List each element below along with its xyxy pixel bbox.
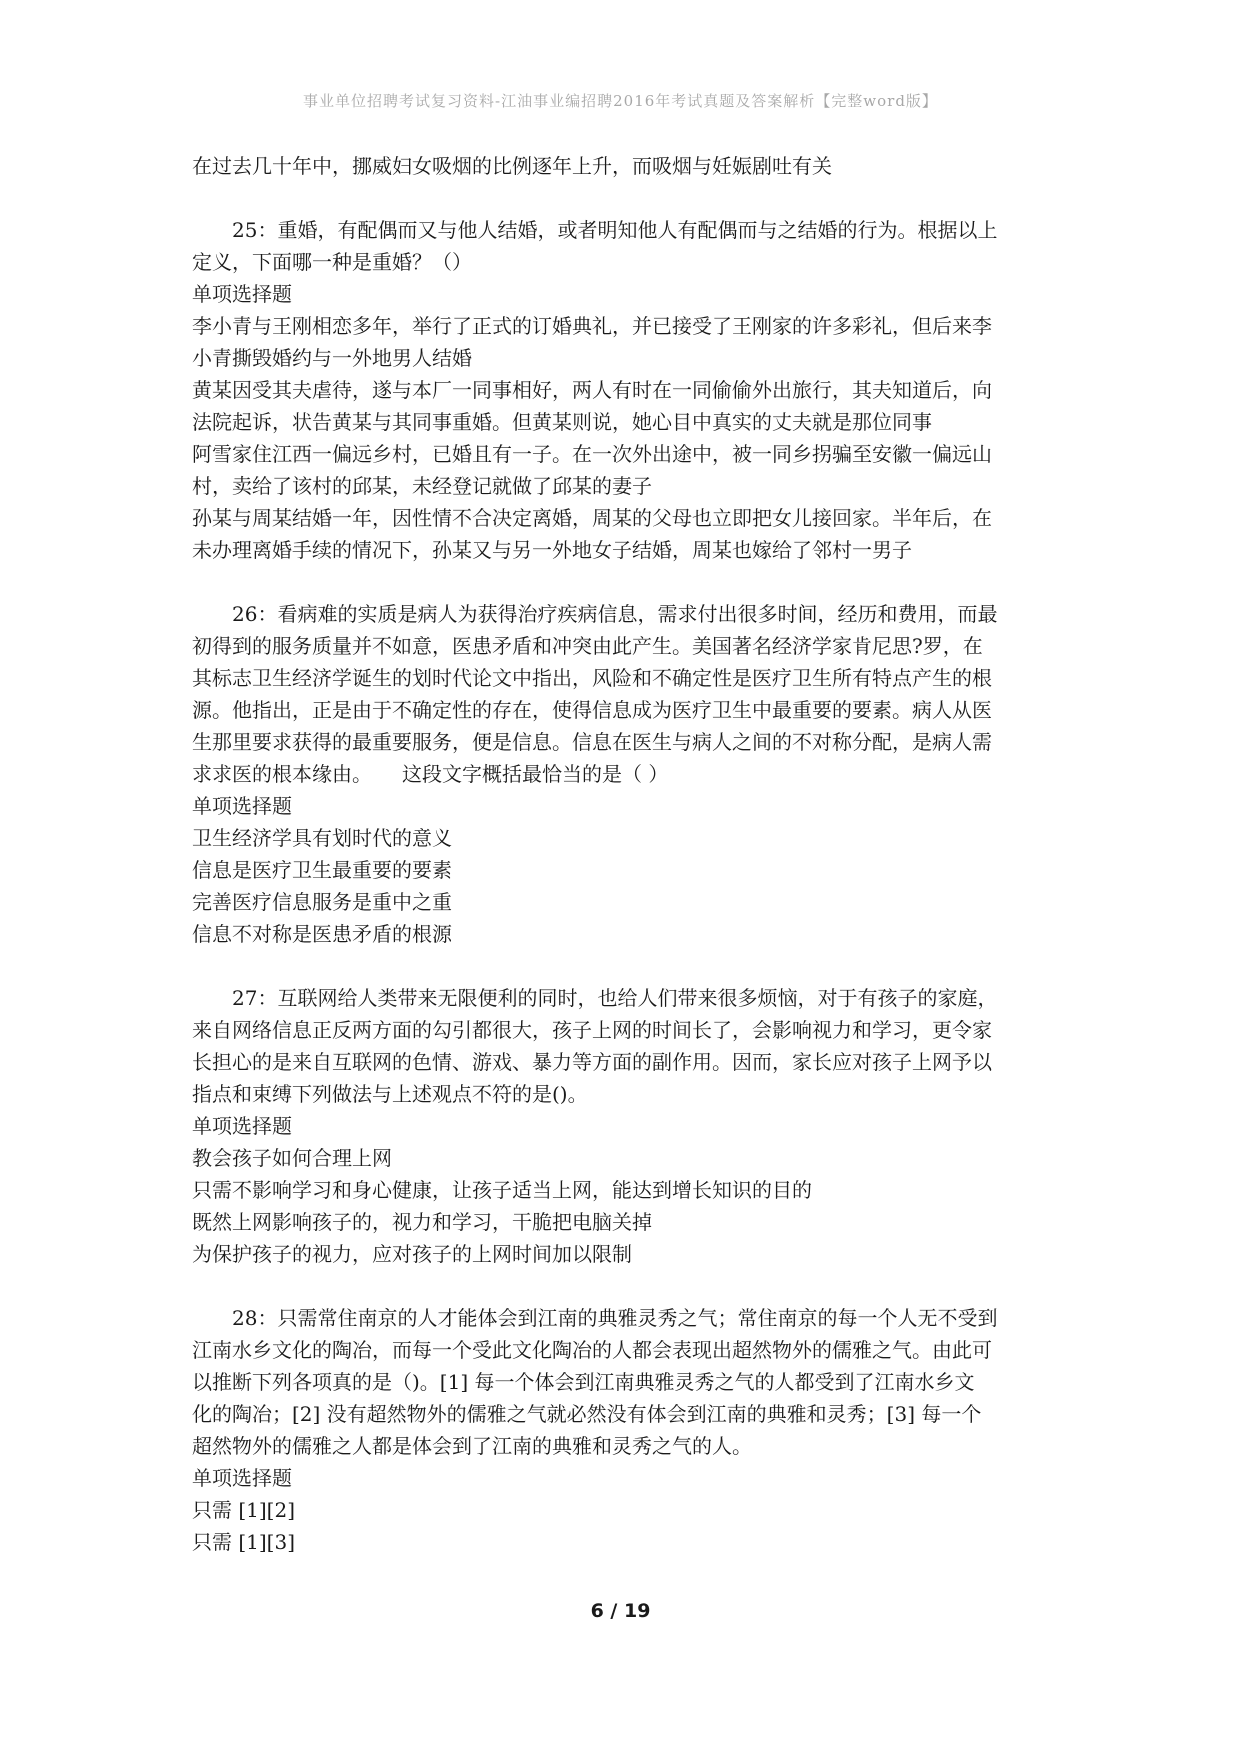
answer-option-line: 既然上网影响孩子的，视力和学习，干脆把电脑关掉: [192, 1210, 652, 1234]
question-stem-line: 求求医的根本缘由。 这段文字概括最恰当的是（ ）: [192, 762, 669, 786]
question-stem-line: 化的陶冶；[2] 没有超然物外的儒雅之气就必然没有体会到江南的典雅和灵秀；[3] 每一个: [192, 1402, 982, 1426]
question-stem-line: 定义，下面哪一种是重婚？（）: [192, 250, 472, 274]
document-body: [192, 150, 1062, 1558]
spacer: [192, 182, 1062, 214]
question-stem-line: 长担心的是来自互联网的色情、游戏、暴力等方面的副作用。因而，家长应对孩子上网予以: [192, 1050, 992, 1074]
question-block: [192, 1302, 1062, 1558]
answer-option-line: 信息是医疗卫生最重要的要素: [192, 858, 452, 882]
answer-option-line: 信息不对称是医患矛盾的根源: [192, 922, 452, 946]
question-stem-line: 25：重婚，有配偶而又与他人结婚，或者明知他人有配偶而与之结婚的行为。根据以上: [232, 218, 998, 242]
answer-option-line: 完善医疗信息服务是重中之重: [192, 890, 452, 914]
answer-option-line: 只需 [1][2]: [192, 1498, 296, 1522]
spacer: [192, 950, 1062, 982]
question-stem-line: 26：看病难的实质是病人为获得治疗疾病信息，需求付出很多时间，经历和费用，而最: [232, 602, 998, 626]
question-stem-line: 其标志卫生经济学诞生的划时代论文中指出，风险和不确定性是医疗卫生所有特点产生的根: [192, 666, 992, 690]
question-type-label: 单项选择题: [192, 282, 292, 306]
answer-option-line: 只需 [1][3]: [192, 1530, 296, 1554]
question-stem-line: 27：互联网给人类带来无限便利的同时，也给人们带来很多烦恼，对于有孩子的家庭，: [232, 986, 998, 1010]
answer-option-line: 阿雪家住江西一偏远乡村，已婚且有一子。在一次外出途中，被一同乡拐骗至安徽一偏远山: [192, 442, 992, 466]
answer-option-line: 小青撕毁婚约与一外地男人结婚: [192, 346, 472, 370]
answer-option-line: 黄某因受其夫虐待，遂与本厂一同事相好，两人有时在一同偷偷外出旅行，其夫知道后，向: [192, 378, 992, 402]
answer-option-line: 教会孩子如何合理上网: [192, 1146, 392, 1170]
question-stem-line: 指点和束缚下列做法与上述观点不符的是()。: [192, 1082, 588, 1106]
question-type-label: 单项选择题: [192, 794, 292, 818]
question-stem-line: 超然物外的儒雅之人都是体会到了江南的典雅和灵秀之气的人。: [192, 1434, 752, 1458]
question-stem-line: 生那里要求获得的最重要服务，便是信息。信息在医生与病人之间的不对称分配，是病人需: [192, 730, 992, 754]
question-stem-line: 28：只需常住南京的人才能体会到江南的典雅灵秀之气；常住南京的每一个人无不受到: [232, 1306, 998, 1330]
answer-option-line: 未办理离婚手续的情况下，孙某又与另一外地女子结婚，周某也嫁给了邻村一男子: [192, 538, 912, 562]
answer-option-line: 只需不影响学习和身心健康，让孩子适当上网，能达到增长知识的目的: [192, 1178, 812, 1202]
page-header: 事业单位招聘考试复习资料-江油事业编招聘2016年考试真题及答案解析【完整word版】: [303, 92, 938, 110]
question-type-label: 单项选择题: [192, 1114, 292, 1138]
answer-option-line: 为保护孩子的视力，应对孩子的上网时间加以限制: [192, 1242, 632, 1266]
question-type-label: 单项选择题: [192, 1466, 292, 1490]
question-stem-line: 初得到的服务质量并不如意，医患矛盾和冲突由此产生。美国著名经济学家肯尼思?罗，在: [192, 634, 983, 658]
question-list: [192, 214, 1062, 1558]
answer-option-line: 法院起诉，状告黄某与其同事重婚。但黄某则说，她心目中真实的丈夫就是那位同事: [192, 410, 932, 434]
question-stem-line: 来自网络信息正反两方面的勾引都很大，孩子上网的时间长了，会影响视力和学习，更令家: [192, 1018, 992, 1042]
answer-option-line: 李小青与王刚相恋多年，举行了正式的订婚典礼，并已接受了王刚家的许多彩礼，但后来李: [192, 314, 992, 338]
spacer: [192, 566, 1062, 598]
spacer: [192, 1270, 1062, 1302]
question-stem-line: 江南水乡文化的陶冶，而每一个受此文化陶冶的人都会表现出超然物外的儒雅之气。由此可: [192, 1338, 992, 1362]
question-stem-line: 以推断下列各项真的是（)。[1] 每一个体会到江南典雅灵秀之气的人都受到了江南水乡文: [192, 1370, 975, 1394]
question-stem-line: 源。他指出，正是由于不确定性的存在，使得信息成为医疗卫生中最重要的要素。病人从医: [192, 698, 992, 722]
answer-option-line: 村，卖给了该村的邱某，未经登记就做了邱某的妻子: [192, 474, 652, 498]
intro-line: 在过去几十年中，挪威妇女吸烟的比例逐年上升，而吸烟与妊娠剧吐有关: [192, 154, 832, 178]
page-number: 6 / 19: [590, 1600, 651, 1622]
question-block: [192, 982, 1062, 1270]
question-block: [192, 214, 1062, 566]
answer-option-line: 卫生经济学具有划时代的意义: [192, 826, 452, 850]
question-block: [192, 598, 1062, 950]
answer-option-line: 孙某与周某结婚一年，因性情不合决定离婚，周某的父母也立即把女儿接回家。半年后，在: [192, 506, 992, 530]
